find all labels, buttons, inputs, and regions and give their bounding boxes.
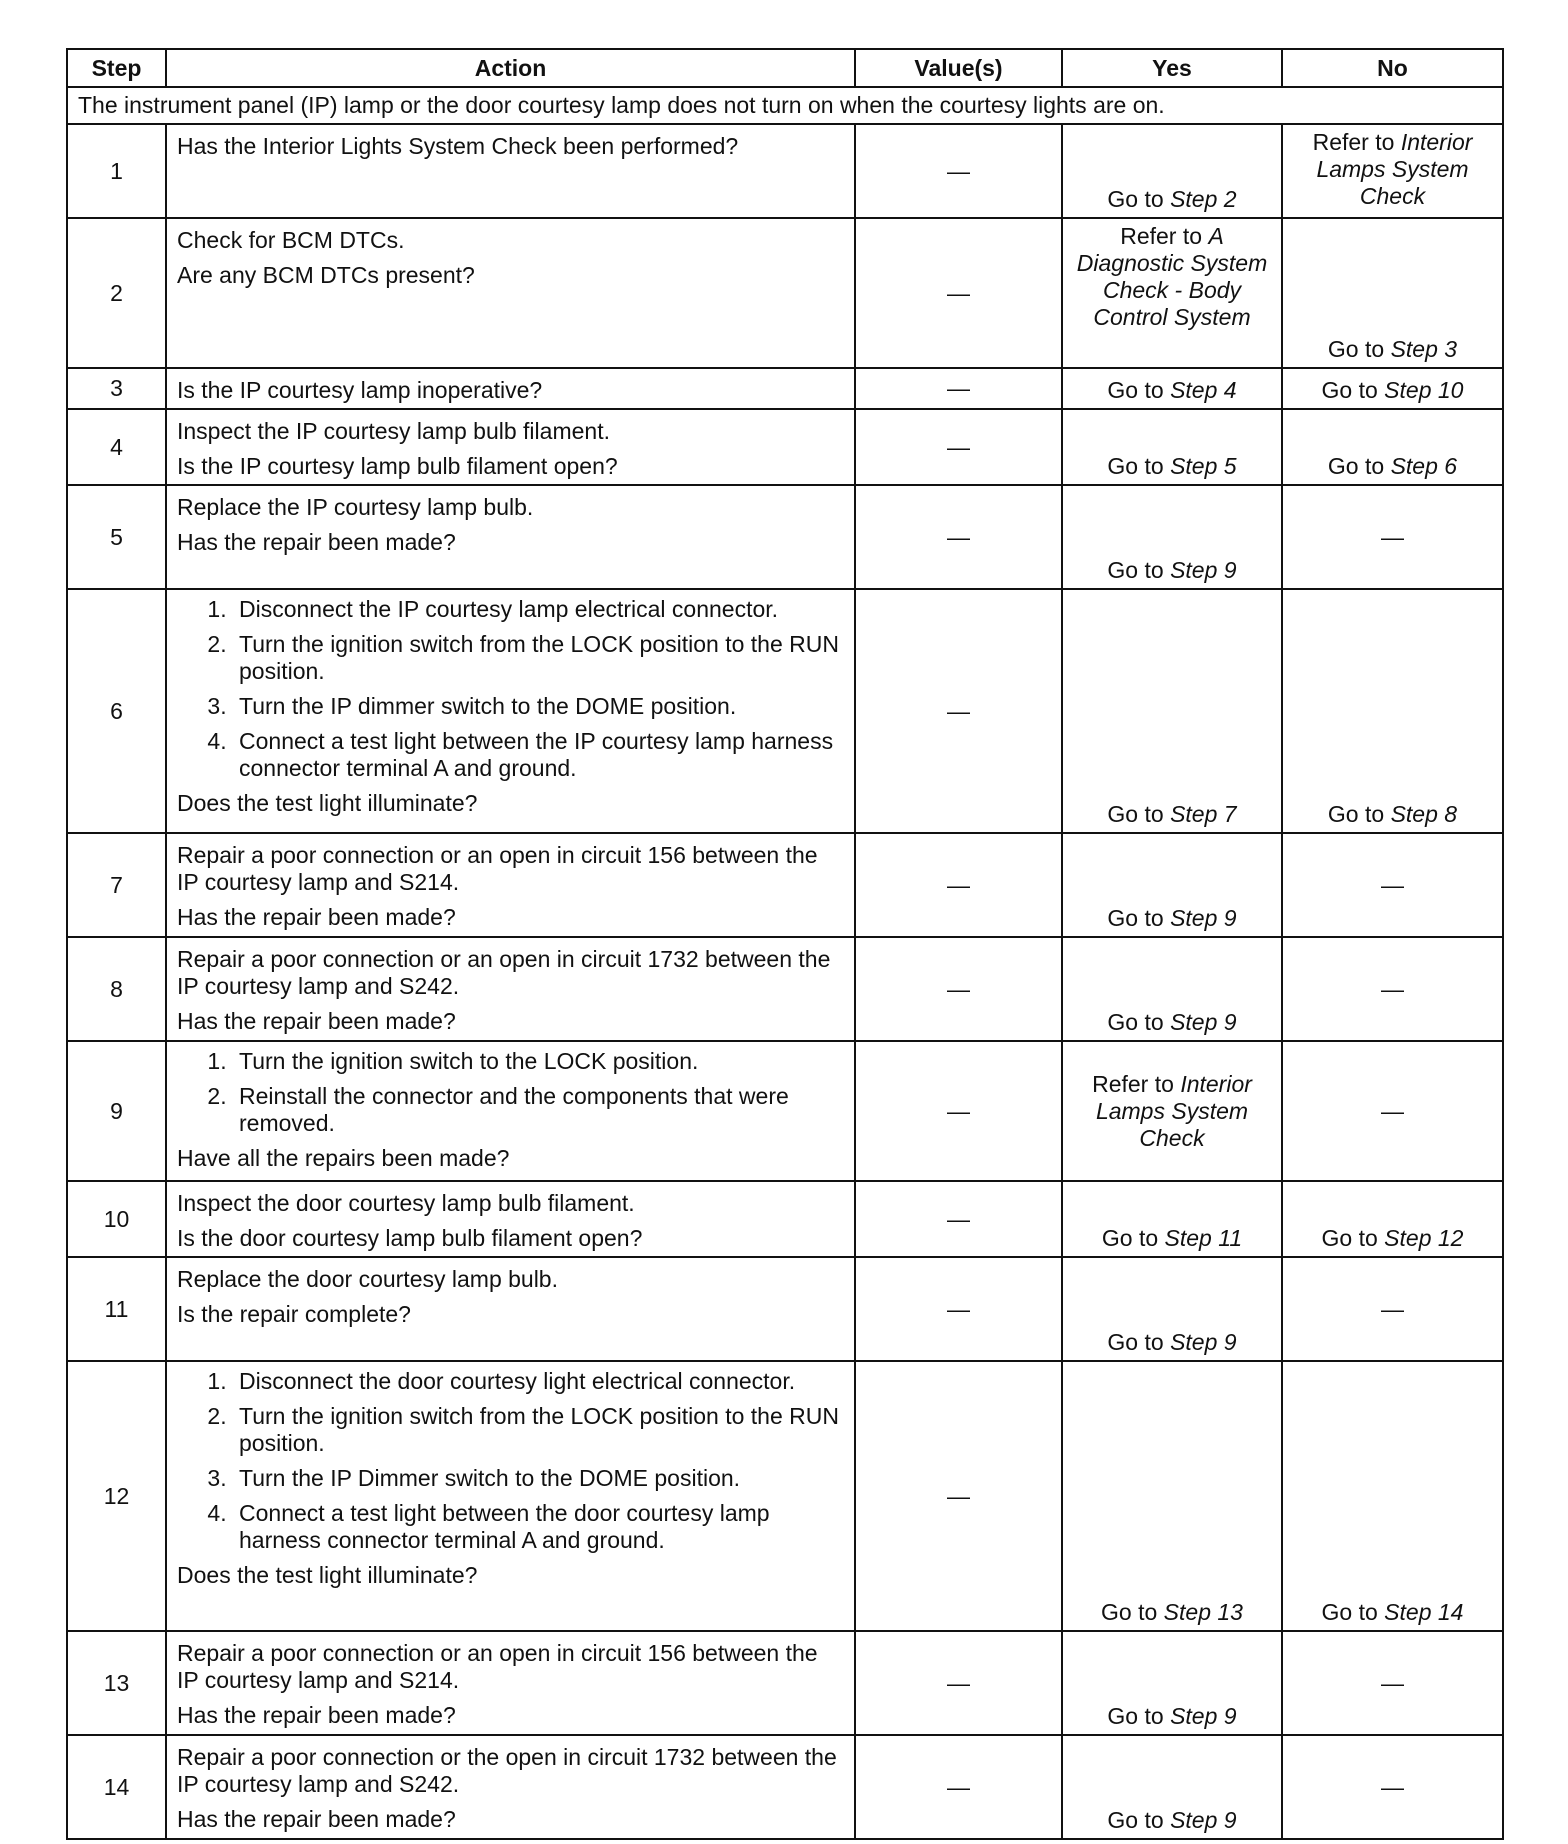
action-steps-list	[177, 596, 844, 782]
action-text: Inspect the IP courtesy lamp bulb filament.	[177, 418, 610, 444]
yes-cell	[1062, 368, 1282, 409]
table-row	[67, 218, 1503, 368]
header-step: Step	[67, 49, 166, 87]
yes-step-link[interactable]: Step 2	[1170, 186, 1237, 212]
go-to-label: Go to	[1107, 557, 1164, 583]
refer-to-label: Refer to	[1312, 129, 1395, 155]
value-cell	[855, 1735, 1062, 1839]
yes-step-link[interactable]: Step 7	[1170, 801, 1237, 827]
action-step-item: 1. Disconnect the door courtesy light electrical connector.	[233, 1368, 844, 1395]
step-number: 1	[67, 124, 166, 218]
action-cell	[166, 1257, 855, 1361]
no-cell	[1282, 937, 1503, 1041]
header-action: Action	[166, 49, 855, 87]
go-to-label: Go to	[1107, 377, 1164, 403]
table-row	[67, 833, 1503, 937]
value-dash: —	[947, 523, 970, 550]
yes-step-link[interactable]: Step 9	[1170, 1703, 1237, 1729]
value-dash: —	[947, 697, 970, 724]
yes-cell	[1062, 1181, 1282, 1257]
yes-cell	[1062, 1735, 1282, 1839]
go-to-label: Go to	[1107, 1329, 1164, 1355]
yes-cell	[1062, 937, 1282, 1041]
action-cell	[166, 1041, 855, 1181]
no-cell	[1282, 1361, 1503, 1631]
action-text: Replace the IP courtesy lamp bulb.	[177, 494, 534, 520]
yes-cell	[1062, 589, 1282, 833]
yes-step-link[interactable]: Step 13	[1163, 1599, 1243, 1625]
value-dash: —	[947, 1482, 970, 1509]
no-dash: —	[1381, 1773, 1404, 1800]
action-cell	[166, 1735, 855, 1839]
value-dash: —	[947, 433, 970, 460]
value-dash: —	[947, 1097, 970, 1124]
action-cell	[166, 1361, 855, 1631]
no-cell	[1282, 485, 1503, 589]
table-row	[67, 124, 1503, 218]
no-cell	[1282, 124, 1503, 218]
value-cell	[855, 485, 1062, 589]
action-question: Has the repair been made?	[177, 1008, 456, 1034]
yes-step-link[interactable]: Step 9	[1170, 905, 1237, 931]
value-dash: —	[947, 1295, 970, 1322]
yes-step-link[interactable]: Step 5	[1170, 453, 1237, 479]
yes-cell	[1062, 1631, 1282, 1735]
no-reference-link[interactable]: Interior Lamps System Check	[1316, 129, 1473, 209]
yes-reference-link[interactable]: Interior Lamps System Check	[1095, 1070, 1252, 1151]
action-step-item: 3. Turn the IP dimmer switch to the DOME position.	[233, 693, 844, 720]
value-cell	[855, 1041, 1062, 1181]
go-to-label: Go to	[1107, 186, 1164, 212]
step-number: 5	[67, 485, 166, 589]
no-dash: —	[1381, 975, 1404, 1002]
yes-step-link[interactable]: Step 9	[1170, 1329, 1237, 1355]
table-row	[67, 1361, 1503, 1631]
action-question: Have all the repairs been made?	[177, 1145, 510, 1171]
step-number: 6	[67, 589, 166, 833]
yes-cell	[1062, 218, 1282, 368]
step-number: 4	[67, 409, 166, 485]
step-number: 11	[67, 1257, 166, 1361]
no-cell	[1282, 1041, 1503, 1181]
action-text: Repair a poor connection or the open in circuit 1732 between the IP courtesy lamp and S242.	[177, 1744, 837, 1797]
action-question: Has the repair been made?	[177, 1702, 456, 1728]
value-cell	[855, 368, 1062, 409]
no-step-link[interactable]: Step 3	[1390, 336, 1458, 362]
value-cell	[855, 937, 1062, 1041]
yes-cell	[1062, 124, 1282, 218]
value-dash: —	[947, 871, 970, 898]
no-cell	[1282, 1257, 1503, 1361]
value-cell	[855, 589, 1062, 833]
header-values: Value(s)	[855, 49, 1062, 87]
no-dash: —	[1381, 871, 1404, 898]
yes-step-link[interactable]: Step 9	[1170, 1009, 1237, 1035]
diagnostic-table-page	[66, 48, 1502, 1840]
step-number: 10	[67, 1181, 166, 1257]
no-dash: —	[1381, 523, 1404, 550]
go-to-label: Go to	[1101, 1225, 1159, 1251]
no-cell	[1282, 409, 1503, 485]
yes-cell	[1062, 485, 1282, 589]
action-text: Inspect the door courtesy lamp bulb filament.	[177, 1190, 635, 1216]
refer-to-label: Refer to	[1092, 1070, 1174, 1097]
action-cell	[166, 485, 855, 589]
step-number: 7	[67, 833, 166, 937]
step-number: 13	[67, 1631, 166, 1735]
value-dash: —	[947, 157, 970, 184]
action-step-item: 2. Reinstall the connector and the components that were removed.	[233, 1083, 844, 1137]
no-cell	[1282, 1181, 1503, 1257]
table-row	[67, 409, 1503, 485]
header-no: No	[1282, 49, 1503, 87]
no-step-link[interactable]: Step 10	[1384, 377, 1464, 403]
table-row	[67, 1181, 1503, 1257]
header-row	[67, 49, 1503, 87]
no-cell	[1282, 368, 1503, 409]
go-to-label: Go to	[1321, 1225, 1378, 1251]
diagnostic-table	[66, 48, 1504, 1840]
yes-step-link[interactable]: Step 11	[1164, 1225, 1243, 1251]
action-cell	[166, 409, 855, 485]
no-dash: —	[1381, 1669, 1404, 1696]
action-steps-list	[177, 1048, 844, 1137]
yes-reference-link[interactable]: A	[1208, 223, 1224, 249]
action-question: Has the Interior Lights System Check been performed?	[177, 133, 739, 159]
yes-cell	[1062, 833, 1282, 937]
value-cell	[855, 409, 1062, 485]
value-cell	[855, 1361, 1062, 1631]
table-row	[67, 485, 1503, 589]
no-step-link[interactable]: Step 8	[1390, 801, 1458, 827]
no-step-link[interactable]: Step 12	[1384, 1225, 1464, 1251]
go-to-label: Go to	[1107, 1703, 1164, 1729]
yes-cell	[1062, 1361, 1282, 1631]
yes-cell	[1062, 1257, 1282, 1361]
action-step-item: 2. Turn the ignition switch from the LOCK position to the RUN position.	[233, 1403, 844, 1457]
header-yes: Yes	[1062, 49, 1282, 87]
yes-cell	[1062, 1041, 1282, 1181]
action-step-item: 1. Disconnect the IP courtesy lamp electrical connector.	[233, 596, 844, 623]
value-dash: —	[947, 1205, 970, 1232]
go-to-label: Go to	[1107, 1807, 1164, 1833]
step-number: 3	[67, 368, 166, 409]
value-dash: —	[947, 975, 970, 1002]
table-row	[67, 1257, 1503, 1361]
no-dash: —	[1381, 1097, 1404, 1124]
no-cell	[1282, 589, 1503, 833]
table-row	[67, 1041, 1503, 1181]
yes-step-link[interactable]: Step 9	[1170, 557, 1237, 583]
action-question: Has the repair been made?	[177, 904, 456, 930]
yes-cell	[1062, 409, 1282, 485]
go-to-label: Go to	[1107, 453, 1164, 479]
yes-step-link[interactable]: Step 9	[1170, 1807, 1237, 1833]
action-cell	[166, 1631, 855, 1735]
go-to-label: Go to	[1107, 801, 1164, 827]
go-to-label: Go to	[1327, 453, 1385, 479]
action-question: Does the test light illuminate?	[177, 1562, 478, 1588]
step-number: 12	[67, 1361, 166, 1631]
value-cell	[855, 1257, 1062, 1361]
go-to-label: Go to	[1321, 1599, 1378, 1625]
yes-step-link[interactable]: Step 4	[1170, 377, 1237, 403]
action-question: Does the test light illuminate?	[177, 790, 478, 816]
table-row	[67, 589, 1503, 833]
no-step-link[interactable]: Step 6	[1390, 453, 1458, 479]
refer-to-label: Refer to	[1120, 223, 1203, 249]
value-dash: —	[947, 375, 970, 401]
yes-reference-link-rest[interactable]: Diagnostic System Check - Body Control System	[1076, 250, 1268, 330]
action-step-item: 2. Turn the ignition switch from the LOCK position to the RUN position.	[233, 631, 844, 685]
table-row	[67, 937, 1503, 1041]
intro-text: The instrument panel (IP) lamp or the door courtesy lamp does not turn on when the courtesy lights are on.	[67, 87, 1503, 124]
go-to-label: Go to	[1327, 801, 1385, 827]
action-question: Has the repair been made?	[177, 1806, 456, 1832]
table-row	[67, 368, 1503, 409]
action-cell	[166, 589, 855, 833]
action-cell	[166, 124, 855, 218]
action-step-item: 3. Turn the IP Dimmer switch to the DOME position.	[233, 1465, 844, 1492]
no-cell	[1282, 218, 1503, 368]
action-step-item: 4. Connect a test light between the IP courtesy lamp harness connector terminal A and ground.	[233, 728, 844, 782]
action-cell	[166, 1181, 855, 1257]
table-row	[67, 1631, 1503, 1735]
action-text: Replace the door courtesy lamp bulb.	[177, 1266, 558, 1292]
value-cell	[855, 1631, 1062, 1735]
go-to-label: Go to	[1107, 905, 1164, 931]
no-cell	[1282, 833, 1503, 937]
action-text: Repair a poor connection or an open in circuit 156 between the IP courtesy lamp and S214.	[177, 842, 818, 895]
action-cell	[166, 833, 855, 937]
action-question: Is the IP courtesy lamp bulb filament open?	[177, 453, 618, 479]
no-dash: —	[1381, 1295, 1404, 1322]
value-dash: —	[947, 279, 970, 306]
action-step-item: 4. Connect a test light between the door courtesy lamp harness connector terminal A and ground.	[233, 1500, 844, 1554]
action-steps-list	[177, 1368, 844, 1554]
step-number: 14	[67, 1735, 166, 1839]
action-question: Is the door courtesy lamp bulb filament open?	[177, 1225, 643, 1251]
value-cell	[855, 124, 1062, 218]
action-question: Has the repair been made?	[177, 529, 456, 555]
no-cell	[1282, 1631, 1503, 1735]
action-cell	[166, 368, 855, 409]
value-cell	[855, 218, 1062, 368]
table-row	[67, 1735, 1503, 1839]
step-number: 8	[67, 937, 166, 1041]
no-step-link[interactable]: Step 14	[1384, 1599, 1464, 1625]
step-number: 9	[67, 1041, 166, 1181]
go-to-label: Go to	[1327, 336, 1385, 362]
action-question: Is the IP courtesy lamp inoperative?	[177, 377, 543, 403]
value-dash: —	[947, 1773, 970, 1800]
no-cell	[1282, 1735, 1503, 1839]
go-to-label: Go to	[1101, 1599, 1158, 1625]
action-text: Repair a poor connection or an open in circuit 1732 between the IP courtesy lamp and S242.	[177, 946, 831, 999]
go-to-label: Go to	[1107, 1009, 1164, 1035]
action-text: Check for BCM DTCs.	[177, 227, 405, 253]
action-question: Is the repair complete?	[177, 1301, 411, 1327]
value-dash: —	[947, 1669, 970, 1696]
action-cell	[166, 218, 855, 368]
value-cell	[855, 833, 1062, 937]
step-number: 2	[67, 218, 166, 368]
value-cell	[855, 1181, 1062, 1257]
action-cell	[166, 937, 855, 1041]
action-text: Repair a poor connection or an open in circuit 156 between the IP courtesy lamp and S214.	[177, 1640, 818, 1693]
intro-row	[67, 87, 1503, 124]
go-to-label: Go to	[1321, 377, 1378, 403]
action-question: Are any BCM DTCs present?	[177, 262, 475, 288]
action-step-item: 1. Turn the ignition switch to the LOCK position.	[233, 1048, 844, 1075]
